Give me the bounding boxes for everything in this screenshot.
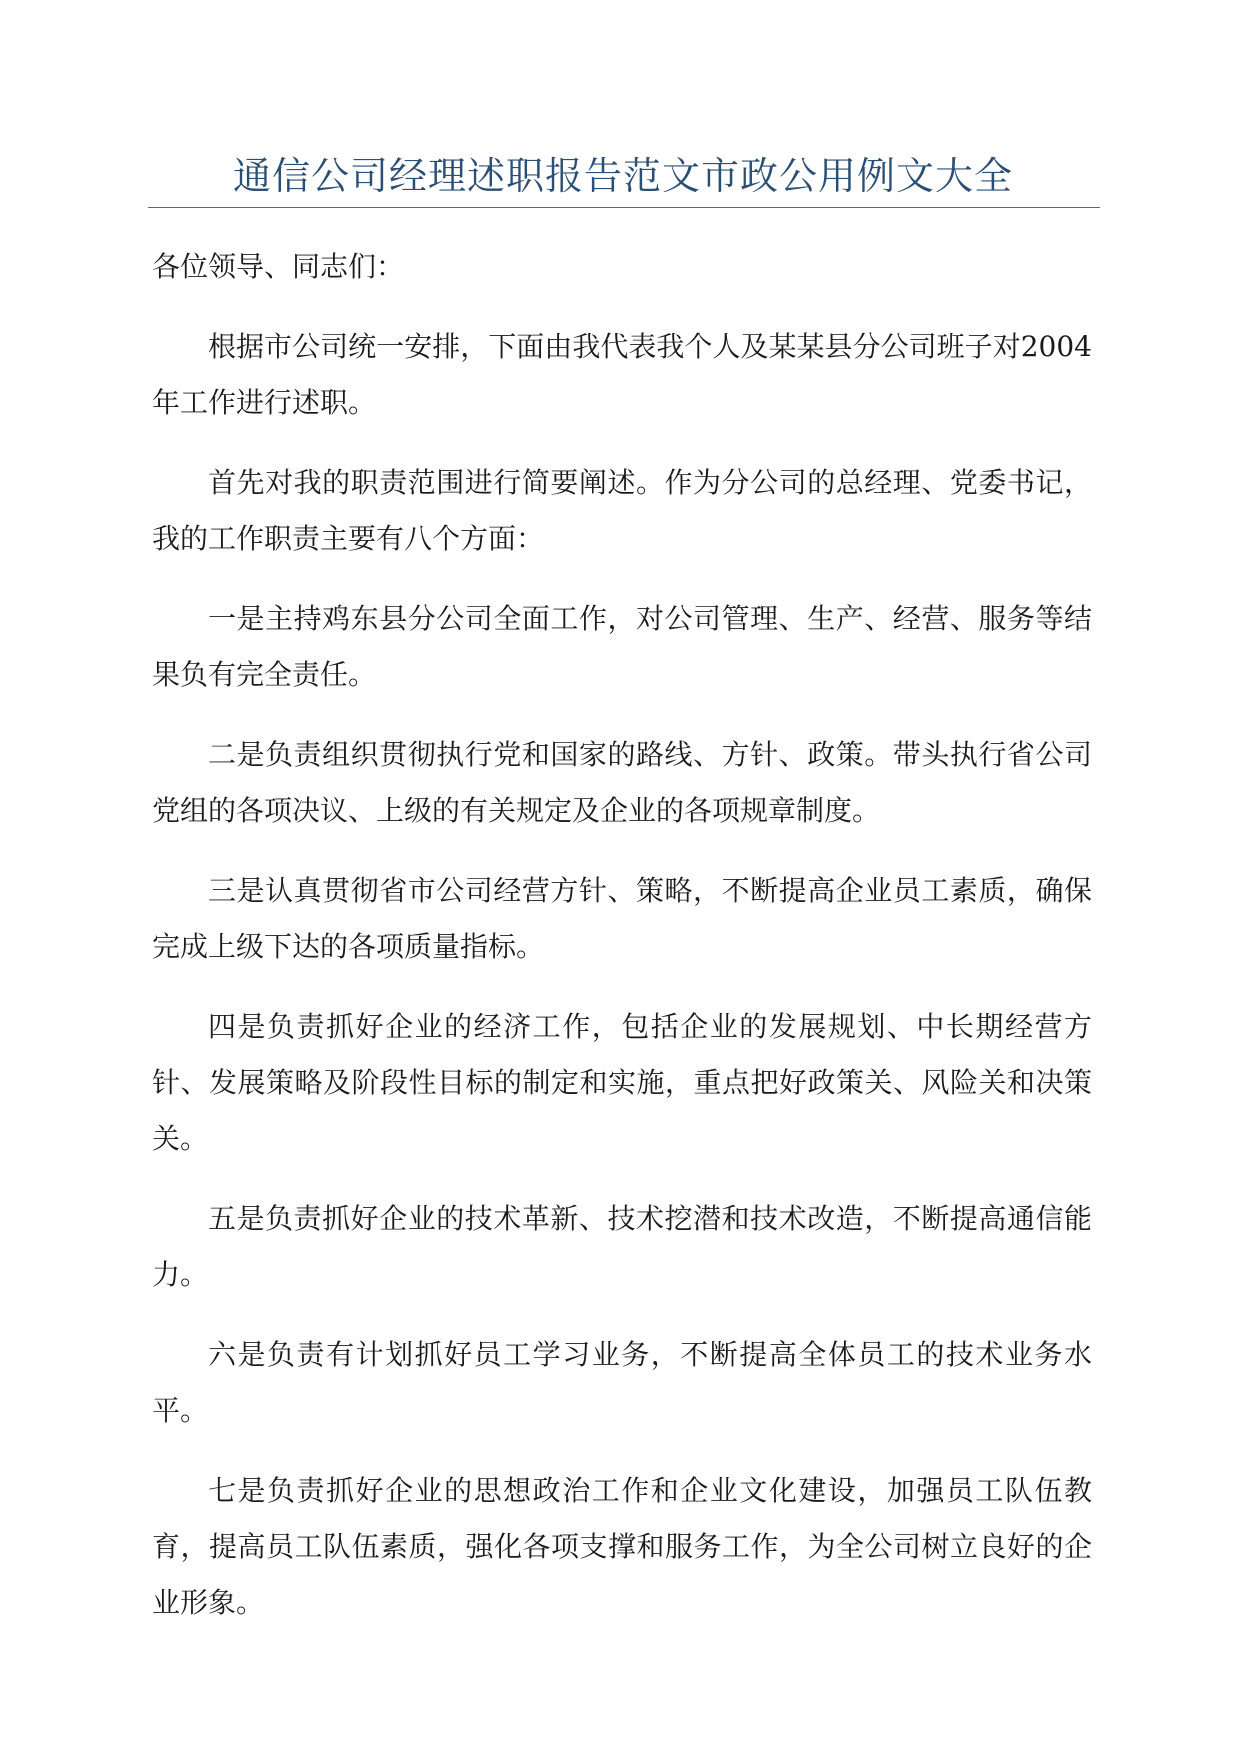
paragraph-duty-1: 一是主持鸡东县分公司全面工作，对公司管理、生产、经营、服务等结果负有完全责任。 — [152, 602, 1092, 691]
paragraph-duty-2: 二是负责组织贯彻执行党和国家的路线、方针、政策。带头执行省公司党组的各项决议、上级的有关规定及企业的各项规章制度。 — [152, 738, 1092, 827]
title-divider — [148, 207, 1100, 208]
paragraph-duty-3: 三是认真贯彻省市公司经营方针、策略，不断提高企业员工素质，确保完成上级下达的各项质量指标。 — [152, 874, 1092, 963]
paragraph-duty-5: 五是负责抓好企业的技术革新、技术挖潜和技术改造，不断提高通信能力。 — [152, 1202, 1092, 1291]
paragraph-duty-4: 四是负责抓好企业的经济工作，包括企业的发展规划、中长期经营方针、发展策略及阶段性目标的制定和实施，重点把好政策关、风险关和决策关。 — [152, 1010, 1092, 1155]
document-body — [152, 239, 1092, 1655]
paragraph-duty-6: 六是负责有计划抓好员工学习业务，不断提高全体员工的技术业务水平。 — [152, 1338, 1092, 1427]
document-title: 通信公司经理述职报告范文市政公用例文大全 — [232, 154, 1013, 198]
paragraph-duty-7: 七是负责抓好企业的思想政治工作和企业文化建设，加强员工队伍教育，提高员工队伍素质，强化各项支撑和服务工作，为全公司树立良好的企业形象。 — [152, 1474, 1092, 1619]
salutation: 各位领导、同志们： — [152, 250, 405, 283]
paragraph-intro: 根据市公司统一安排，下面由我代表我个人及某某县分公司班子对2004年工作进行述职。 — [152, 330, 1092, 419]
paragraph-duties-overview: 首先对我的职责范围进行简要阐述。作为分公司的总经理、党委书记，我的工作职责主要有八个方面： — [152, 466, 1092, 555]
